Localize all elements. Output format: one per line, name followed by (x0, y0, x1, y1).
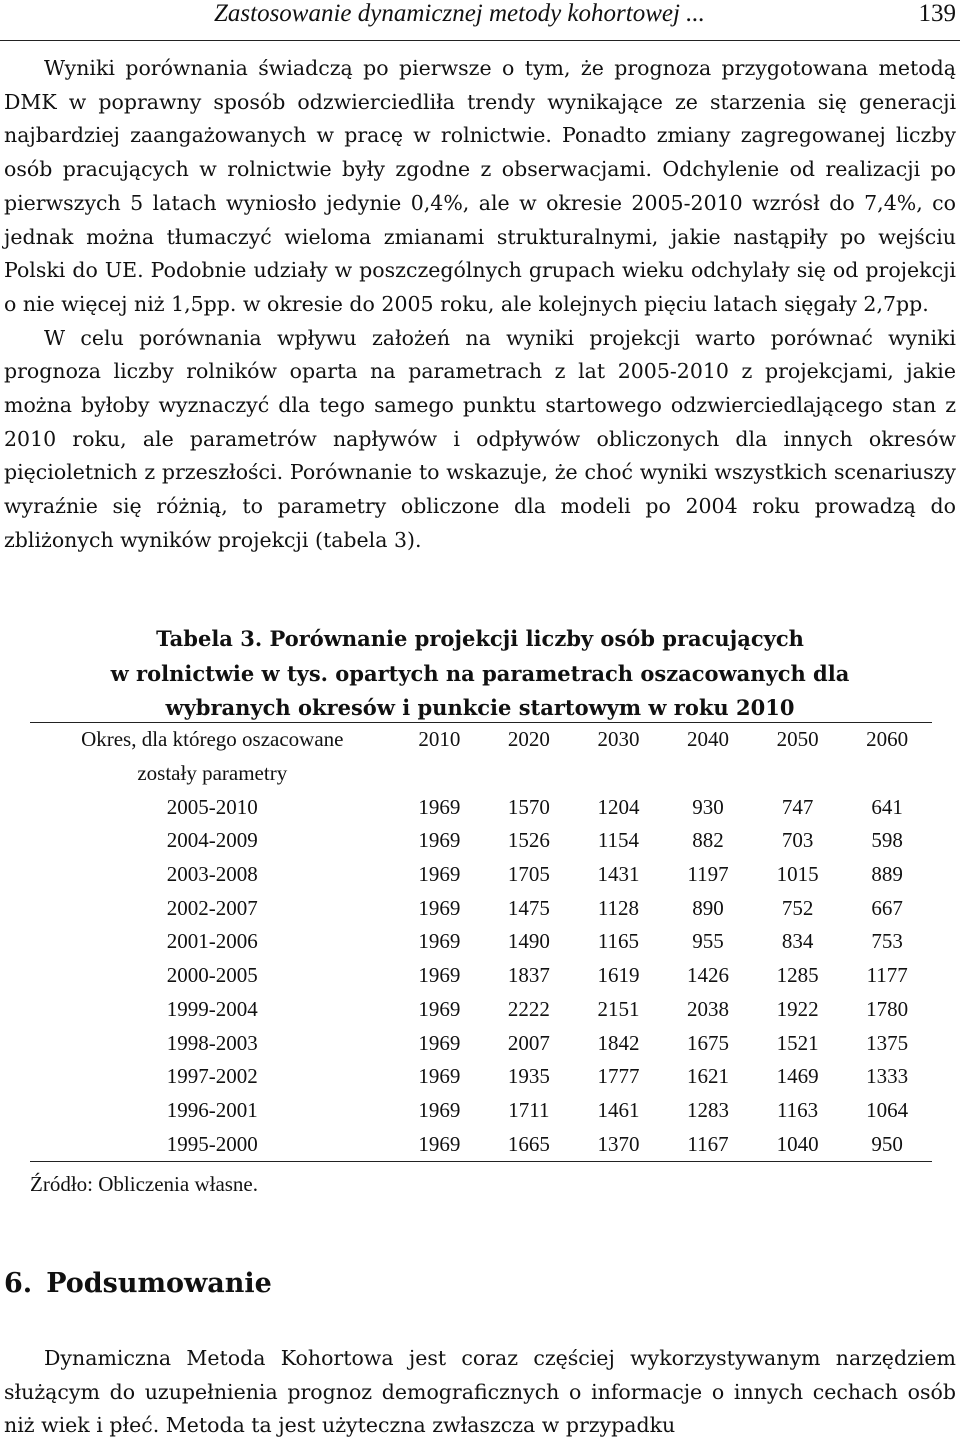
row-value: 667 (871, 895, 903, 920)
table-row (30, 824, 932, 858)
row-value: 2151 (597, 996, 640, 1021)
row-value: 1154 (597, 828, 640, 853)
row-value: 1461 (597, 1097, 640, 1122)
row-period: 1998-2003 (166, 1030, 258, 1055)
table-row (30, 790, 932, 824)
row-value: 641 (871, 794, 903, 819)
table-caption-line-1: Tabela 3. Porównanie projekcji liczby osób pracujących (156, 626, 804, 651)
table-row (30, 1094, 932, 1128)
row-value: 1922 (776, 996, 819, 1021)
row-value: 2222 (507, 996, 550, 1021)
row-value: 1370 (574, 1127, 664, 1161)
row-value: 1526 (507, 828, 550, 853)
row-value: 1197 (687, 862, 729, 887)
table-row (30, 1127, 932, 1161)
row-value: 1128 (597, 895, 640, 920)
row-value: 1621 (687, 1064, 730, 1089)
header-year: 2030 (597, 727, 640, 752)
section-paragraph: Dynamiczna Metoda Kohortowa jest coraz częściej wykorzystywanym narzędziem służącym do uzupełnienia prognoz demograficznych o informacje o innych cechach osób niż wiek i płeć. Metoda ta jest użyteczna zwłaszcza w przypadku (4, 1346, 956, 1438)
row-value: 1167 (663, 1127, 753, 1161)
table-caption-line-3: wybranych okresów i punkcie startowym w roku 2010 (165, 695, 795, 720)
row-value: 1675 (687, 1030, 730, 1055)
row-value: 955 (692, 929, 724, 954)
row-period: 2000-2005 (166, 963, 258, 988)
row-value: 1619 (597, 963, 640, 988)
row-value: 2007 (507, 1030, 550, 1055)
table-row (30, 993, 932, 1027)
row-value: 889 (871, 862, 903, 887)
row-value: 1064 (866, 1097, 909, 1122)
row-period: 2001-2006 (166, 929, 258, 954)
header-year: 2010 (418, 727, 461, 752)
row-value: 1969 (418, 1097, 461, 1122)
row-value: 1969 (418, 895, 461, 920)
row-value: 1837 (507, 963, 550, 988)
row-value: 1333 (866, 1064, 909, 1089)
row-value: 890 (692, 895, 724, 920)
row-value: 1177 (866, 963, 908, 988)
section-number: 6. (4, 1268, 33, 1299)
table-source: Źródło: Obliczenia własne. (30, 1172, 259, 1196)
section-body (4, 1342, 956, 1443)
row-value: 1777 (597, 1064, 640, 1089)
row-period: 1999-2004 (166, 996, 258, 1021)
row-period: 1995-2000 (30, 1127, 395, 1161)
row-value: 1705 (507, 862, 550, 887)
row-value: 1570 (507, 794, 550, 819)
row-value: 1969 (395, 1127, 485, 1161)
projection-table (30, 722, 932, 1162)
row-period: 1996-2001 (166, 1097, 258, 1122)
row-value: 1490 (507, 929, 550, 954)
section-heading (4, 1268, 272, 1299)
row-value: 882 (692, 828, 724, 853)
body-text (4, 52, 956, 558)
row-value: 930 (692, 794, 724, 819)
row-period: 2003-2008 (166, 862, 258, 887)
row-period: 2002-2007 (166, 895, 258, 920)
running-header-title: Zastosowanie dynamicznej metody kohortowej ... (214, 0, 705, 27)
page-number: 139 (918, 0, 956, 27)
row-value: 753 (871, 929, 903, 954)
row-value: 1842 (597, 1030, 640, 1055)
row-period: 2005-2010 (166, 794, 258, 819)
row-value: 1285 (776, 963, 819, 988)
table-header-row-2 (30, 757, 932, 791)
row-value: 1969 (418, 1030, 461, 1055)
row-value: 1521 (776, 1030, 819, 1055)
row-period: 1997-2002 (166, 1064, 258, 1089)
row-value: 1969 (418, 828, 461, 853)
row-value: 1935 (507, 1064, 550, 1089)
row-value: 598 (871, 828, 903, 853)
table-row (30, 1026, 932, 1060)
header-period-label-2: zostały parametry (137, 761, 288, 786)
row-value: 1015 (776, 862, 819, 887)
row-value: 1426 (687, 963, 730, 988)
table-row (30, 1060, 932, 1094)
row-value: 703 (781, 828, 814, 853)
header-year: 2020 (507, 727, 550, 752)
row-value: 1969 (418, 929, 461, 954)
row-value: 1469 (776, 1064, 819, 1089)
row-value: 1969 (418, 862, 461, 887)
row-value: 1969 (418, 963, 461, 988)
row-value: 1204 (597, 794, 640, 819)
row-value: 752 (781, 895, 814, 920)
row-value: 950 (842, 1127, 932, 1161)
row-value: 1665 (484, 1127, 574, 1161)
row-value: 834 (781, 929, 814, 954)
section-title: Podsumowanie (46, 1268, 272, 1299)
header-period-label: Okres, dla którego oszacowane (81, 727, 344, 752)
header-year: 2050 (776, 727, 819, 752)
table-row (30, 925, 932, 959)
row-value: 1969 (418, 794, 461, 819)
row-value: 1040 (753, 1127, 843, 1161)
header-year: 2040 (687, 727, 730, 752)
row-value: 1283 (687, 1097, 730, 1122)
paragraph-1: Wyniki porównania świadczą po pierwsze o tym, że prognoza przygotowana metodą DMK w poprawny sposób odzwierciedliła trendy wynikające ze starzenia się generacji najbardziej zaangażowanych w pracę w rolnictwie. Ponadto zmiany zagregowanej liczby osób pracujących w rolnictwie były zgodne z obserwacjami. Odchylenie od realizacji po pierwszych 5 latach wyniosło jedynie 0,4%, ale w okresie 2005-2010 wzrósł do 7,4%, co jednak można tłumaczyć wieloma zmianami strukturalnymi, jakie nastąpiły po wejściu Polski do UE. Podobnie udziały w poszczególnych grupach wieku odchylały się od projekcji o nie więcej niż 1,5pp. w okresie do 2005 roku, ale kolejnych pięciu latach sięgały 2,7pp. (4, 56, 956, 316)
row-value: 1711 (508, 1097, 550, 1122)
table-caption (0, 622, 960, 726)
row-value: 1780 (866, 996, 909, 1021)
row-value: 1165 (597, 929, 640, 954)
table-header-row (30, 723, 932, 757)
header-year: 2060 (866, 727, 909, 752)
row-value: 1375 (866, 1030, 909, 1055)
table-row (30, 858, 932, 892)
row-value: 1163 (776, 1097, 819, 1122)
row-value: 1969 (418, 1064, 461, 1089)
table-row (30, 959, 932, 993)
row-value: 747 (781, 794, 814, 819)
row-value: 1431 (597, 862, 640, 887)
table-row (30, 891, 932, 925)
row-value: 1475 (507, 895, 550, 920)
table-caption-line-2: w rolnictwie w tys. opartych na parametrach oszacowanych dla (110, 660, 850, 686)
row-value: 1969 (418, 996, 461, 1021)
row-value: 2038 (687, 996, 730, 1021)
running-header (0, 0, 960, 41)
row-period: 2004-2009 (166, 828, 258, 853)
table-body (30, 790, 932, 1161)
paragraph-2: W celu porównania wpływu założeń na wyniki projekcji warto porównać wyniki prognoza liczby rolników oparta na parametrach z lat 2005-2010 z projekcjami, jakie można byłoby wyznaczyć dla tego samego punktu startowego odzwierciedlającego stan z 2010 roku, ale parametrów napływów i odpływów obliczonych dla innych okresów pięcioletnich z przeszłości. Porównanie to wskazuje, że choć wyniki wszystkich scenariuszy wyraźnie się różnią, to parametry obliczone dla modeli po 2004 roku prowadzą do zbliżonych wyników projekcji (tabela 3). (4, 325, 956, 552)
